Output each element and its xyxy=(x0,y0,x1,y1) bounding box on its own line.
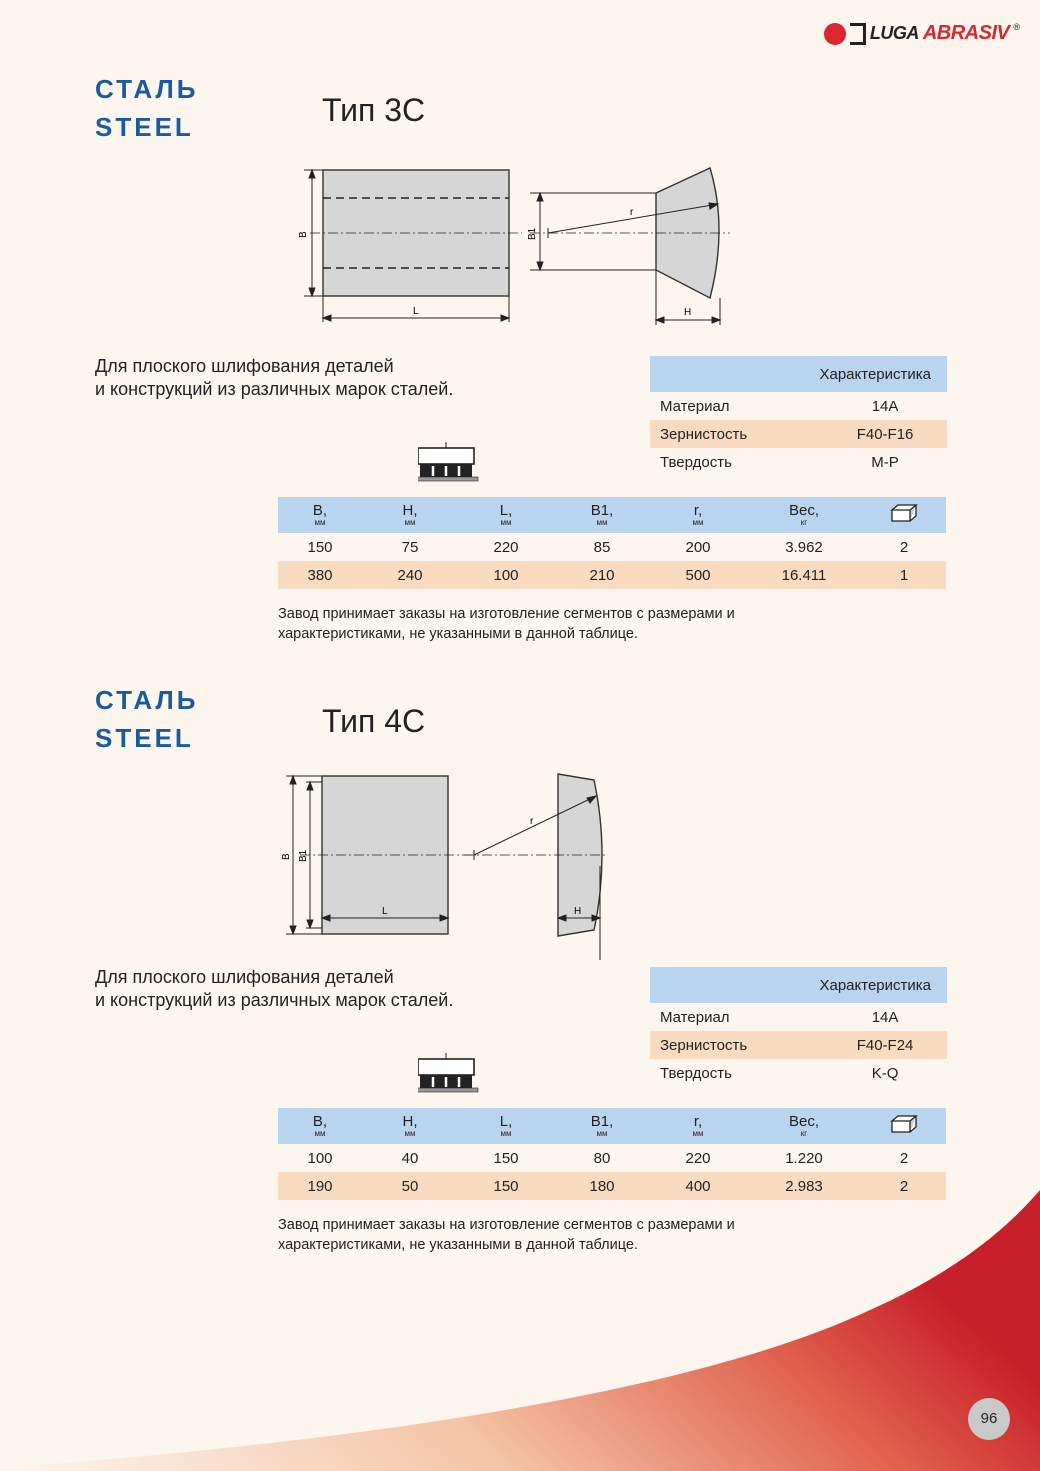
dimensions-header xyxy=(278,497,946,533)
cell-b1: 80 xyxy=(593,1149,611,1167)
logo-registered-mark: ® xyxy=(1013,22,1020,32)
dim-label-b1: B1 xyxy=(527,227,538,240)
description-line: Для плоского шлифования деталей xyxy=(95,356,394,376)
col-header-r: r, мм xyxy=(650,497,746,533)
characteristics-row xyxy=(650,1003,947,1031)
logo-circle-icon xyxy=(824,23,846,45)
description xyxy=(95,355,453,401)
characteristics-table xyxy=(650,356,947,476)
characteristics-row xyxy=(650,420,947,448)
cell-b: 190 xyxy=(307,1177,333,1195)
box-icon xyxy=(890,503,918,523)
dim-label-b1: B1 xyxy=(298,849,309,862)
cell-l: 150 xyxy=(493,1177,519,1195)
dim-label-l: L xyxy=(382,906,388,917)
cell-l: 100 xyxy=(493,566,519,584)
dim-label-l: L xyxy=(413,306,419,317)
cell-r: 220 xyxy=(685,1149,711,1167)
characteristics-row xyxy=(650,448,947,476)
col-header-b1: B1, мм xyxy=(554,497,650,533)
cell-weight: 1.220 xyxy=(785,1149,823,1167)
characteristics-row xyxy=(650,1031,947,1059)
cell-b: 150 xyxy=(307,538,333,556)
cell-package: 2 xyxy=(899,538,909,556)
col-header-h: H, мм xyxy=(362,497,458,533)
logo-bracket-icon xyxy=(850,23,866,45)
page-number: 96 xyxy=(968,1398,1010,1440)
dimensions-header xyxy=(278,1108,946,1144)
col-header-package xyxy=(862,1108,946,1144)
note-line: Завод принимает заказы на изготовление сегментов с размерами и xyxy=(278,606,735,622)
char-label: Материал xyxy=(660,1008,730,1026)
cell-b1: 180 xyxy=(589,1177,615,1195)
segment-head-icon xyxy=(418,1053,480,1093)
dim-label-r: r xyxy=(530,816,534,827)
cell-b: 380 xyxy=(307,566,333,584)
char-value: F40-F24 xyxy=(856,1036,914,1054)
section-title-ru: СТАЛЬ xyxy=(95,74,199,104)
box-icon xyxy=(890,1114,918,1134)
col-header-l: L, мм xyxy=(458,497,554,533)
col-header-b1: B1, мм xyxy=(554,1108,650,1144)
cell-h: 75 xyxy=(401,538,419,556)
cell-r: 500 xyxy=(685,566,711,584)
char-label: Твердость xyxy=(660,1064,732,1082)
note-line: характеристиками, не указанными в данной таблице. xyxy=(278,1237,638,1253)
cell-l: 150 xyxy=(493,1149,519,1167)
table-row xyxy=(278,533,946,561)
type-title: Тип 4С xyxy=(322,703,426,739)
char-value: M-P xyxy=(871,453,899,471)
cell-b1: 85 xyxy=(593,538,611,556)
char-value: F40-F16 xyxy=(856,425,914,443)
cell-h: 50 xyxy=(401,1177,419,1195)
char-label: Зернистость xyxy=(660,1036,748,1054)
characteristics-table xyxy=(650,967,947,1087)
cell-package: 1 xyxy=(899,566,909,584)
char-value: 14A xyxy=(871,397,899,415)
char-label: Зернистость xyxy=(660,425,748,443)
cell-h: 240 xyxy=(397,566,423,584)
cell-package: 2 xyxy=(899,1177,909,1195)
description-line: и конструкций из различных марок сталей. xyxy=(95,379,454,399)
dim-label-b: B xyxy=(281,853,292,860)
cell-h: 40 xyxy=(401,1149,419,1167)
characteristics-header: Характеристика xyxy=(650,356,947,392)
dim-label-h: H xyxy=(684,307,692,318)
section-title-en: STEEL xyxy=(95,112,194,142)
cell-l: 220 xyxy=(493,538,519,556)
char-label: Твердость xyxy=(660,453,732,471)
cell-weight: 16.411 xyxy=(781,566,827,584)
order-note xyxy=(278,604,735,644)
dim-label-r: r xyxy=(630,207,634,218)
dimensions-table xyxy=(278,497,946,589)
col-header-b: B, мм xyxy=(278,497,362,533)
note-line: характеристиками, не указанными в данной таблице. xyxy=(278,626,638,642)
segment-diagram-3c xyxy=(290,160,750,335)
col-header-weight: Вес, кг xyxy=(746,497,862,533)
col-header-r: r, мм xyxy=(650,1108,746,1144)
brand-logo xyxy=(824,22,1020,45)
characteristics-row xyxy=(650,392,947,420)
cell-b1: 210 xyxy=(589,566,615,584)
col-header-weight: Вес, кг xyxy=(746,1108,862,1144)
description-line: и конструкций из различных марок сталей. xyxy=(95,990,454,1010)
characteristics-header: Характеристика xyxy=(650,967,947,1003)
cell-r: 400 xyxy=(685,1177,711,1195)
type-title: Тип 3С xyxy=(322,92,426,128)
table-row xyxy=(278,1172,946,1200)
section-title xyxy=(95,70,198,146)
characteristics-row xyxy=(650,1059,947,1087)
order-note xyxy=(278,1215,735,1255)
section-title-ru: СТАЛЬ xyxy=(95,685,199,715)
dimensions-table xyxy=(278,1108,946,1200)
cell-b: 100 xyxy=(307,1149,333,1167)
table-row xyxy=(278,561,946,589)
cell-r: 200 xyxy=(685,538,711,556)
description xyxy=(95,966,453,1012)
segment-head-icon xyxy=(418,442,480,482)
col-header-l: L, мм xyxy=(458,1108,554,1144)
dim-label-b: B xyxy=(298,231,309,238)
section-title xyxy=(95,681,198,757)
char-value: 14A xyxy=(871,1008,899,1026)
logo-text-luga: LUGA xyxy=(869,23,919,43)
dim-label-h: H xyxy=(574,906,582,917)
logo-text-abrasiv: ABRASIV xyxy=(922,22,1010,44)
cell-weight: 2.983 xyxy=(785,1177,823,1195)
cell-package: 2 xyxy=(899,1149,909,1167)
section-title-en: STEEL xyxy=(95,723,194,753)
description-line: Для плоского шлифования деталей xyxy=(95,967,394,987)
char-label: Материал xyxy=(660,397,730,415)
col-header-package xyxy=(862,497,946,533)
cell-weight: 3.962 xyxy=(785,538,823,556)
char-value: K-Q xyxy=(871,1064,899,1082)
table-row xyxy=(278,1144,946,1172)
col-header-h: H, мм xyxy=(362,1108,458,1144)
note-line: Завод принимает заказы на изготовление сегментов с размерами и xyxy=(278,1217,735,1233)
col-header-b: B, мм xyxy=(278,1108,362,1144)
segment-diagram-4c xyxy=(276,766,626,966)
